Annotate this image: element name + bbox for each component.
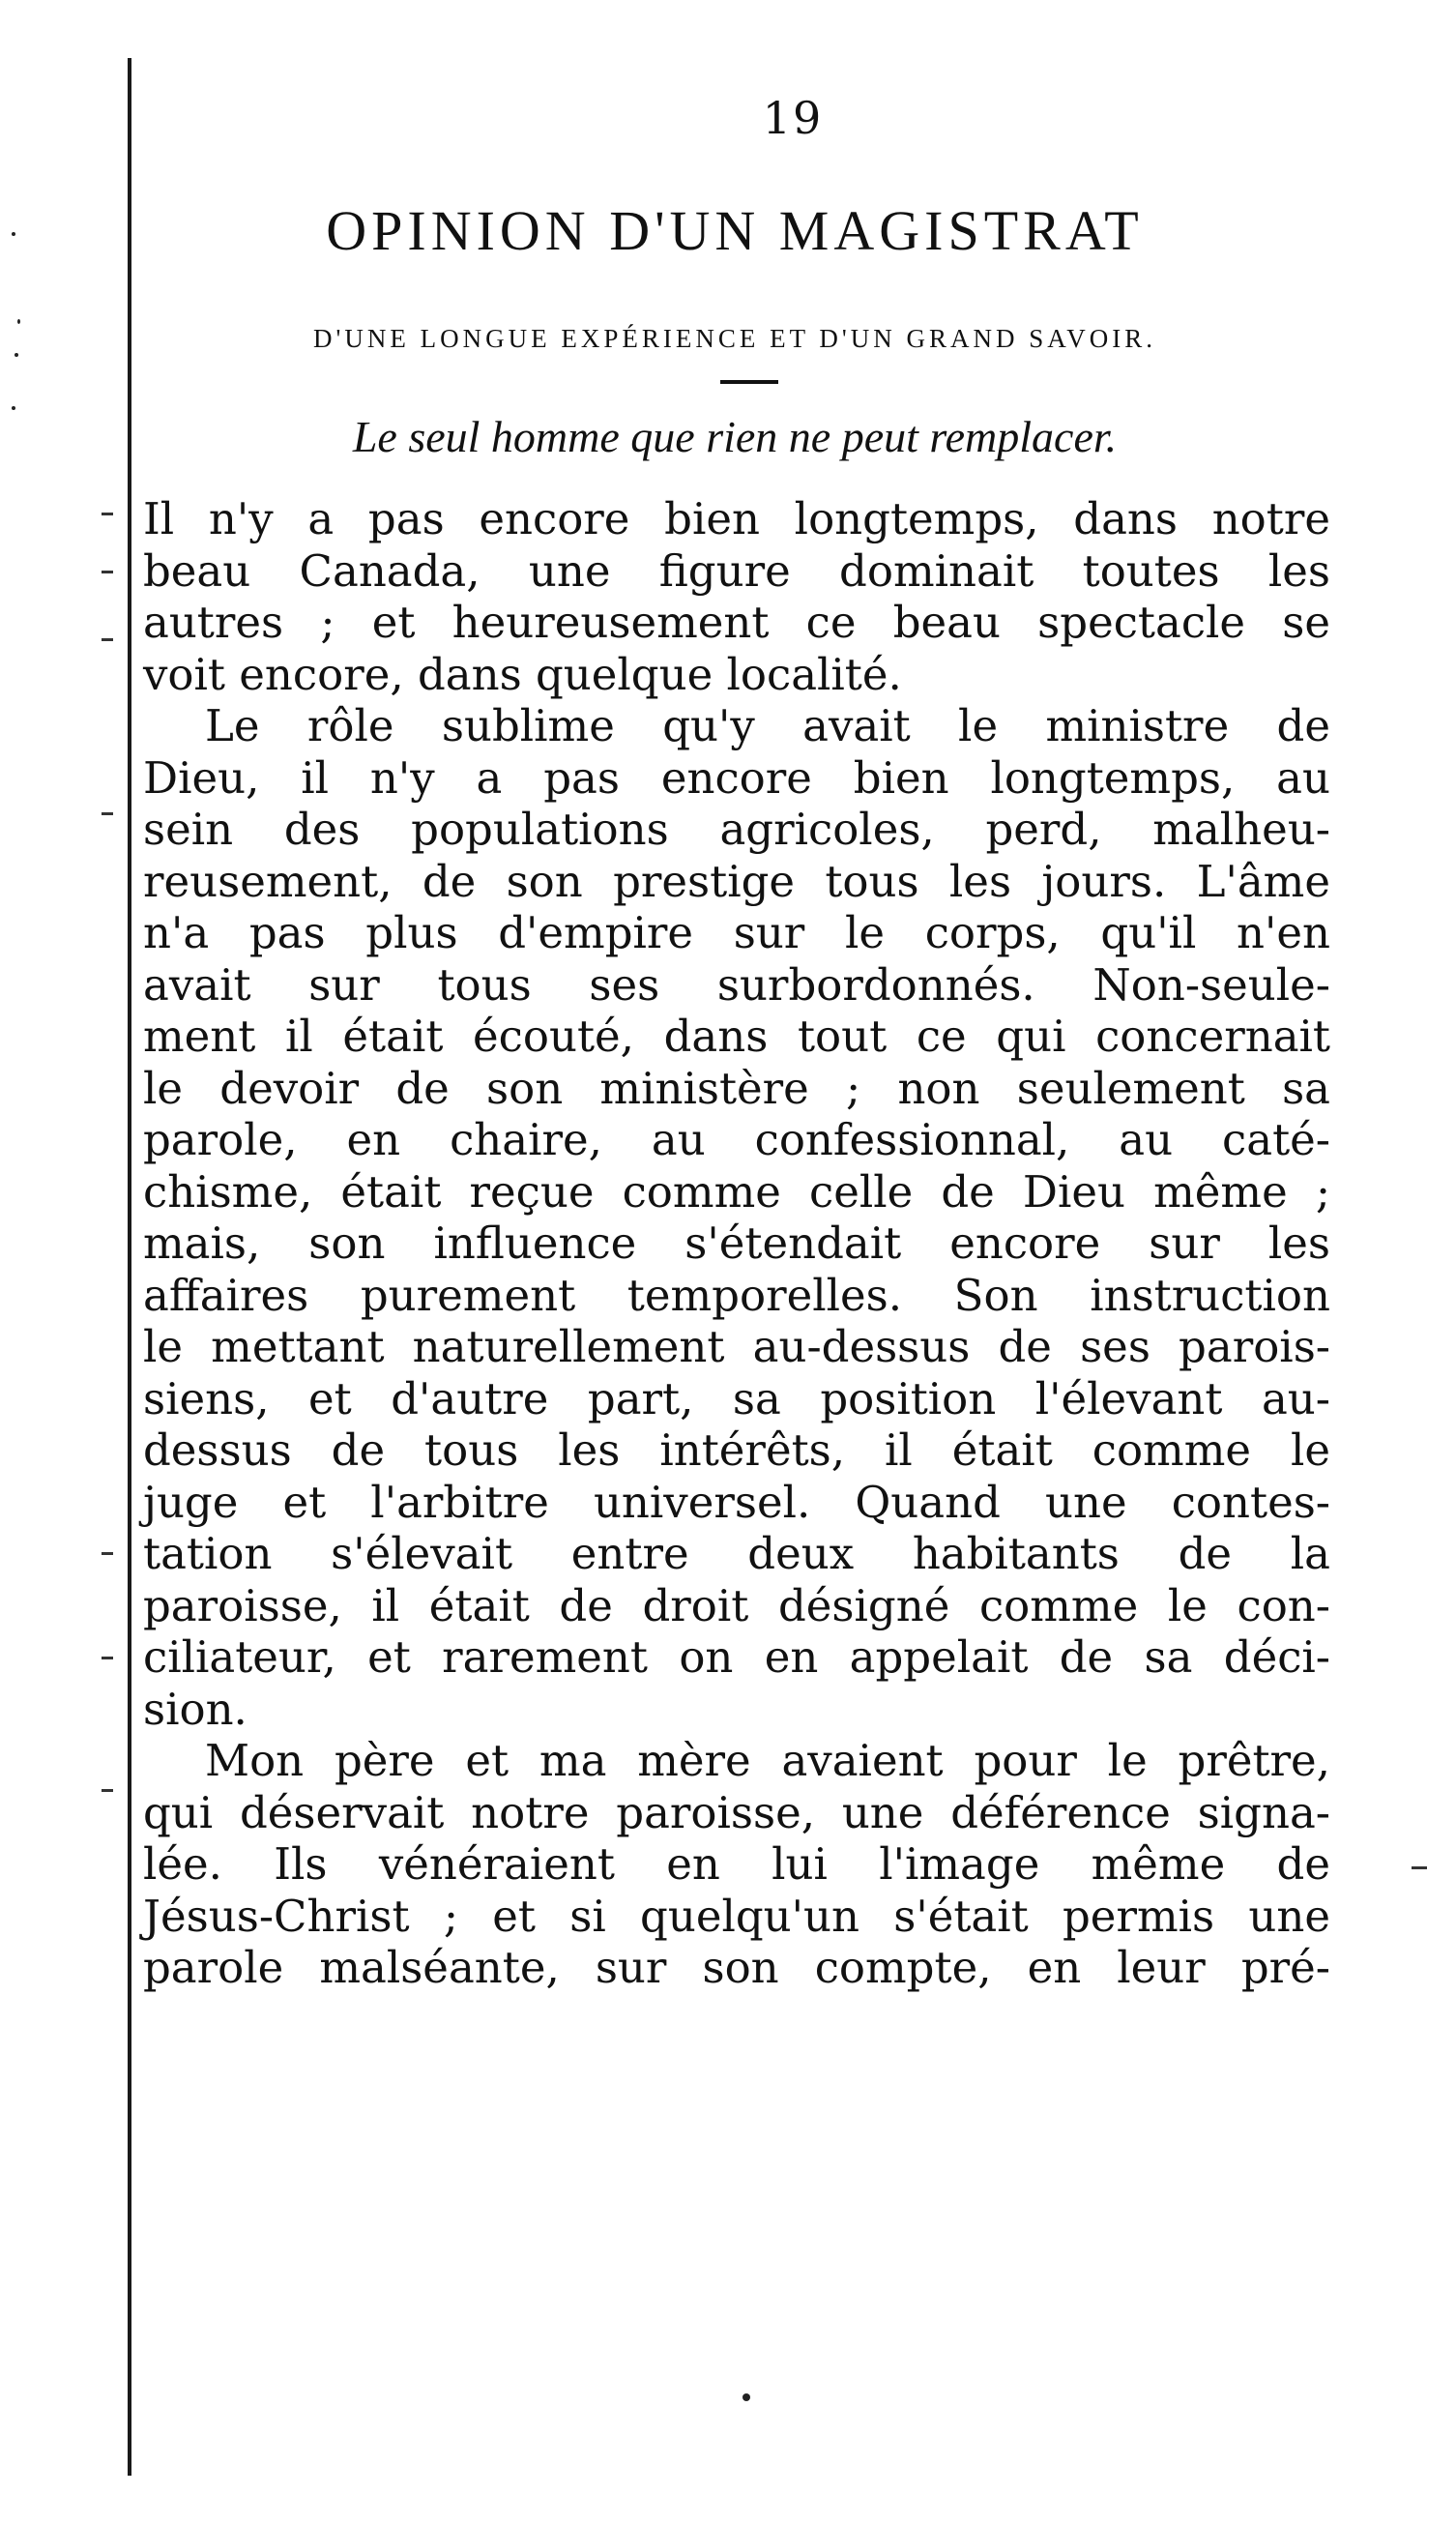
text-line: le mettant naturellement au-dessus de ses parois- <box>143 1321 1330 1372</box>
body-text <box>143 493 1330 1994</box>
margin-mark <box>102 571 113 573</box>
chapter-title: OPINION D'UN MAGISTRAT <box>326 199 1144 262</box>
margin-mark <box>102 1657 113 1659</box>
text-line: Dieu, il n'y a pas encore bien longtemps, au <box>143 751 1330 804</box>
text-line: parole, en chaire, au confessionnal, au caté- <box>143 1114 1330 1165</box>
chapter-motto: Le seul homme que rien ne peut remplacer. <box>352 412 1118 461</box>
text-line: voit encore, dans quelque localité. <box>143 648 902 700</box>
text-line: Mon père et ma mère avaient pour le prêtre, <box>205 1735 1330 1786</box>
print-dot <box>743 2393 750 2401</box>
binding-edge-line <box>128 58 131 2476</box>
margin-dash <box>1412 1866 1427 1869</box>
text-line: paroisse, il était de droit désigné comme le con- <box>143 1579 1330 1631</box>
text-line: sein des populations agricoles, perd, malheu- <box>143 804 1330 855</box>
title-rule <box>720 380 778 384</box>
text-line: Il n'y a pas encore bien longtemps, dans notre <box>143 493 1330 544</box>
text-line: Le rôle sublime qu'y avait le ministre de <box>205 700 1330 751</box>
margin-speck <box>17 319 20 324</box>
text-line: tation s'élevait entre deux habitants de la <box>143 1528 1330 1579</box>
chapter-subtitle: D'UNE LONGUE EXPÉRIENCE ET D'UN GRAND SAVOIR. <box>313 324 1156 353</box>
text-line: chisme, était reçue comme celle de Dieu même ; <box>143 1165 1330 1218</box>
text-line: siens, et d'autre part, sa position l'élevant au- <box>143 1372 1330 1424</box>
page-number: 19 <box>762 92 824 144</box>
text-line: ciliateur, et rarement on en appelait de sa déci- <box>143 1631 1330 1683</box>
margin-mark <box>102 1789 113 1792</box>
paragraph <box>143 493 1330 700</box>
text-line: mais, son influence s'étendait encore sur les <box>143 1218 1330 1269</box>
text-line: avait sur tous ses surbordonnés. Non-seule- <box>143 958 1330 1011</box>
margin-speck <box>12 232 15 236</box>
margin-mark <box>102 812 113 815</box>
margin-speck <box>12 406 15 410</box>
text-line: reusement, de son prestige tous les jours. L'âme <box>143 855 1330 907</box>
margin-speck <box>15 353 18 357</box>
text-line: sion. <box>143 1683 248 1735</box>
text-line: le devoir de son ministère ; non seulement sa <box>143 1062 1330 1114</box>
paragraph <box>143 700 1330 1735</box>
text-line: n'a pas plus d'empire sur le corps, qu'il n'en <box>143 907 1330 958</box>
text-line: parole malséante, sur son compte, en leur pré- <box>143 1942 1330 1993</box>
margin-mark <box>102 638 113 641</box>
text-line: beau Canada, une figure dominait toutes les <box>143 544 1330 597</box>
text-line: affaires purement temporelles. Son instruction <box>143 1269 1330 1321</box>
text-line: Jésus-Christ ; et si quelqu'un s'était permis une <box>143 1890 1330 1942</box>
text-line: ment il était écouté, dans tout ce qui concernait <box>143 1011 1330 1062</box>
text-line: dessus de tous les intérêts, il était comme le <box>143 1424 1330 1476</box>
paragraph <box>143 1735 1330 1994</box>
margin-mark <box>102 513 113 515</box>
margin-mark <box>102 1552 113 1555</box>
text-line: autres ; et heureusement ce beau spectacle se <box>143 597 1330 648</box>
text-line: lée. Ils vénéraient en lui l'image même de <box>143 1838 1330 1890</box>
text-line: juge et l'arbitre universel. Quand une contes- <box>143 1476 1330 1528</box>
text-line: qui déservait notre paroisse, une déférence signa- <box>143 1786 1330 1838</box>
